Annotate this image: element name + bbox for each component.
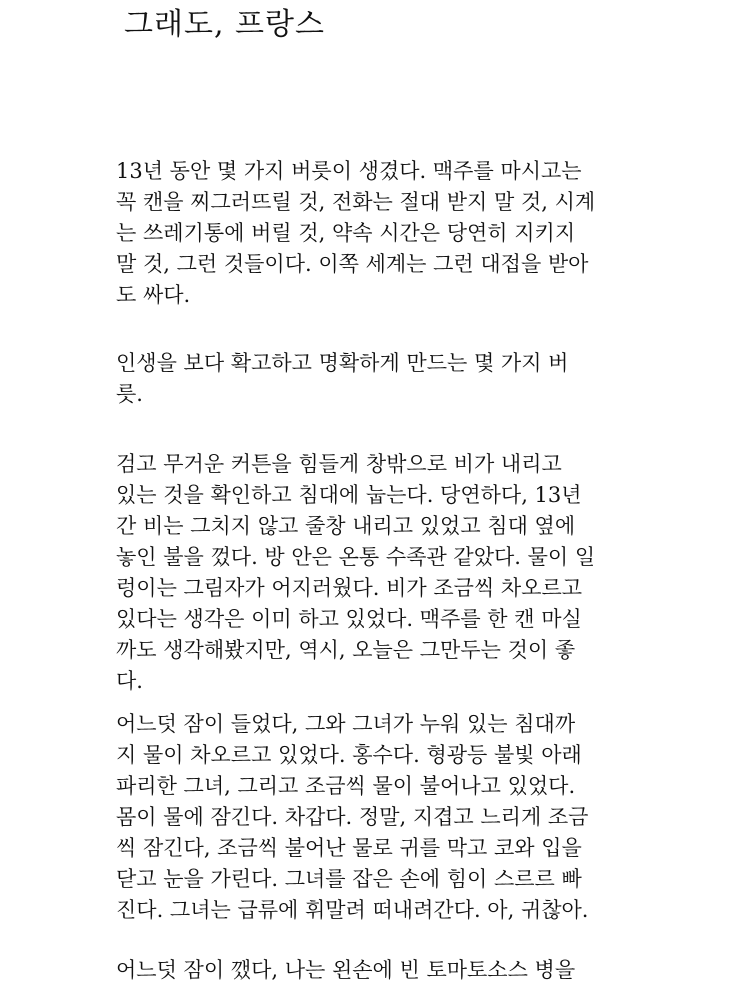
paragraph-line: 릇.	[116, 382, 143, 406]
paragraph-line: 파리한 그녀, 그리고 조금씩 물이 불어나고 있었다.	[116, 774, 576, 798]
paragraph-line: 씩 잠긴다, 조금씩 불어난 물로 귀를 막고 코와 입을	[116, 836, 582, 860]
paragraph-line: 놓인 불을 껐다. 방 안은 온통 수족관 같았다. 물이 일	[116, 545, 596, 569]
paragraph-5	[116, 955, 656, 986]
paragraph-line: 까도 생각해봤지만, 역시, 오늘은 그만두는 것이 좋	[116, 638, 576, 662]
paragraph-line: 어느덧 잠이 깼다, 나는 왼손에 빈 토마토소스 병을	[116, 958, 576, 982]
paragraph-line: 몸이 물에 잠긴다. 차갑다. 정말, 지겹고 느리게 조금	[116, 805, 589, 829]
paragraph-1	[116, 156, 656, 311]
paragraph-line: 말 것, 그런 것들이다. 이쪽 세계는 그런 대접을 받아	[116, 252, 589, 276]
paragraph-line: 닫고 눈을 가린다. 그녀를 잡은 손에 힘이 스르르 빠	[116, 867, 582, 891]
paragraph-line: 13년 동안 몇 가지 버릇이 생겼다. 맥주를 마시고는	[116, 159, 582, 183]
paragraph-line: 간 비는 그치지 않고 줄창 내리고 있었고 침대 옆에	[116, 514, 576, 538]
paragraph-line: 지 물이 차오르고 있었다. 홍수다. 형광등 불빛 아래	[116, 743, 582, 767]
paragraph-line: 는 쓰레기통에 버릴 것, 약속 시간은 당연히 지키지	[116, 221, 576, 245]
paragraph-line: 검고 무거운 커튼을 힘들게 창밖으로 비가 내리고	[116, 452, 562, 476]
paragraph-line: 어느덧 잠이 들었다, 그와 그녀가 누워 있는 침대까	[116, 712, 576, 736]
paragraph-line: 진다. 그녀는 급류에 휘말려 떠내려간다. 아, 귀찮아.	[116, 898, 589, 922]
paragraph-line: 인생을 보다 확고하고 명확하게 만드는 몇 가지 버	[116, 351, 569, 375]
paragraph-line: 있는 것을 확인하고 침대에 눕는다. 당연하다, 13년	[116, 483, 582, 507]
paragraph-line: 다.	[116, 669, 143, 693]
paragraph-3	[116, 449, 656, 697]
paragraph-line: 렁이는 그림자가 어지러웠다. 비가 조금씩 차오르고	[116, 576, 583, 600]
paragraph-line: 있다는 생각은 이미 하고 있었다. 맥주를 한 캔 마실	[116, 607, 582, 631]
paragraph-4	[116, 709, 656, 926]
paragraph-line: 꼭 캔을 찌그러뜨릴 것, 전화는 절대 받지 말 것, 시계	[116, 190, 596, 214]
paragraph-line: 도 싸다.	[116, 283, 191, 307]
document-title: 그래도, 프랑스	[124, 7, 325, 42]
paragraph-2	[116, 348, 656, 410]
